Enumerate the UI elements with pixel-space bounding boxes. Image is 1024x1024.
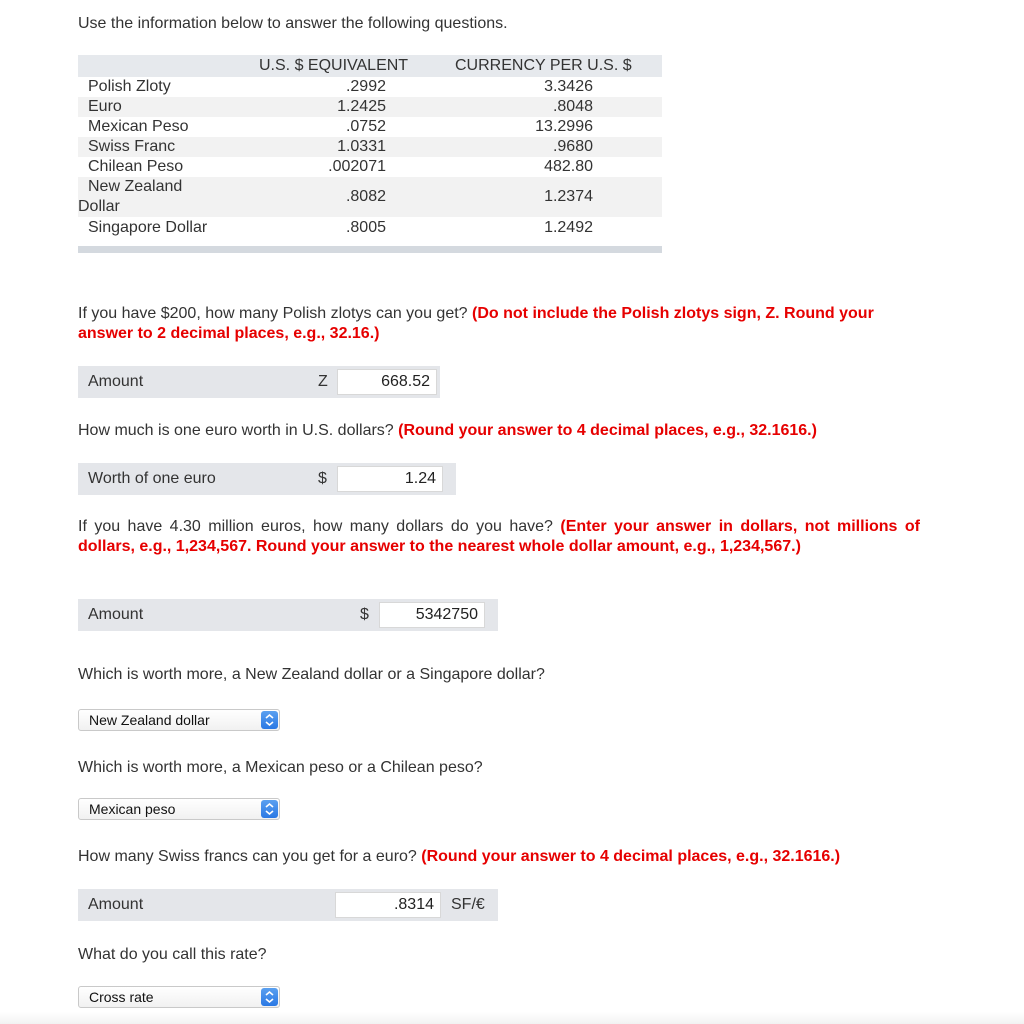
question-instruction: (Round your answer to 4 decimal places, e.g., 32.1616.) <box>421 848 841 865</box>
currency-per-usd: 1.2374 <box>544 188 593 205</box>
table-header <box>78 55 662 77</box>
table-row <box>78 177 662 217</box>
table-row <box>78 117 662 137</box>
question-text: How many Swiss francs can you get for a euro? <box>78 848 422 865</box>
up-down-chevron-icon <box>261 988 278 1006</box>
page-bottom-fade <box>0 1012 1024 1024</box>
usd-equivalent: .2992 <box>345 78 386 95</box>
usd-equivalent: .0752 <box>345 118 386 135</box>
currency-name: Chilean Peso <box>88 158 184 175</box>
question-instruction: (Enter your answer in dollars, not millions of dollars, e.g., 1,234,567. Round your answer to the nearest whole dollar amount, e.g., 1,234,567.) <box>78 518 920 555</box>
header-usd-equivalent: U.S. $ EQUIVALENT <box>259 57 409 74</box>
currency-name: Polish Zloty <box>88 78 171 95</box>
currency-per-usd: 482.80 <box>544 158 593 175</box>
question-2 <box>78 421 920 441</box>
table-row <box>78 217 662 239</box>
dollar-sign: $ <box>360 606 369 623</box>
table-row <box>78 157 662 177</box>
usd-equivalent: 1.0331 <box>337 138 386 155</box>
currency-name: Singapore Dollar <box>88 219 208 236</box>
answer-label: Worth of one euro <box>88 470 216 487</box>
nz-vs-singapore-select[interactable] <box>78 709 280 731</box>
table-row <box>78 97 662 117</box>
question-3 <box>78 517 920 557</box>
usd-equivalent: 1.2425 <box>337 98 386 115</box>
answer-bar-polish-zloty <box>78 366 440 398</box>
currency-per-usd: 1.2492 <box>544 219 593 236</box>
usd-equivalent: .002071 <box>328 158 386 175</box>
currency-name: Euro <box>88 98 122 115</box>
select-value: New Zealand dollar <box>89 712 210 728</box>
select-value: Mexican peso <box>89 801 176 817</box>
answer-bar-swiss-francs <box>78 889 498 921</box>
currency-name: Swiss Franc <box>88 138 176 155</box>
answer-label: Amount <box>88 606 144 623</box>
usd-equivalent: .8082 <box>345 188 386 205</box>
question-1 <box>78 304 920 344</box>
select-value: Cross rate <box>89 989 154 1005</box>
table-row <box>78 77 662 97</box>
answer-label: Amount <box>88 373 144 390</box>
rate-name-select[interactable] <box>78 986 280 1008</box>
question-5: Which is worth more, a Mexican peso or a Chilean peso? <box>78 759 483 776</box>
header-currency-per-usd: CURRENCY PER U.S. $ <box>455 57 632 74</box>
table-bottom-bar <box>78 246 662 253</box>
answer-bar-euro-worth <box>78 463 456 495</box>
question-7: What do you call this rate? <box>78 946 267 963</box>
currency-name-line1: New Zealand <box>88 178 183 195</box>
swiss-francs-input[interactable]: .8314 <box>335 892 441 918</box>
question-6 <box>78 847 920 867</box>
dollar-sign: $ <box>318 470 327 487</box>
currency-name-line2: Dollar <box>78 198 120 215</box>
answer-bar-dollars <box>78 599 498 631</box>
question-text: If you have 4.30 million euros, how many dollars do you have? <box>78 518 561 535</box>
currency-sign: Z <box>318 373 328 390</box>
up-down-chevron-icon <box>261 711 278 729</box>
question-text: How much is one euro worth in U.S. dollars? <box>78 422 399 439</box>
dollars-amount-input[interactable]: 5342750 <box>379 602 485 628</box>
question-text: If you have $200, how many Polish zlotys can you get? <box>78 305 473 322</box>
question-4: Which is worth more, a New Zealand dollar or a Singapore dollar? <box>78 666 545 683</box>
up-down-chevron-icon <box>261 800 278 818</box>
currency-per-usd: 13.2996 <box>535 118 593 135</box>
answer-label: Amount <box>88 896 144 913</box>
currency-name: Mexican Peso <box>88 118 189 135</box>
currency-per-usd: .8048 <box>552 98 593 115</box>
currency-per-usd: .9680 <box>552 138 593 155</box>
intro-text: Use the information below to answer the following questions. <box>78 15 508 32</box>
currency-per-usd: 3.3426 <box>544 78 593 95</box>
usd-equivalent: .8005 <box>345 219 386 236</box>
question-instruction: (Round your answer to 4 decimal places, e.g., 32.1616.) <box>398 422 817 439</box>
question-instruction: (Do not include the Polish zlotys sign, Z. Round your answer to 2 decimal places, e.g., 32.16.) <box>78 305 874 342</box>
euro-worth-input[interactable]: 1.24 <box>337 466 443 492</box>
table-row <box>78 137 662 157</box>
unit-label: SF/€ <box>451 896 485 913</box>
zloty-amount-input[interactable]: 668.52 <box>337 369 437 395</box>
mexican-vs-chilean-select[interactable] <box>78 798 280 820</box>
